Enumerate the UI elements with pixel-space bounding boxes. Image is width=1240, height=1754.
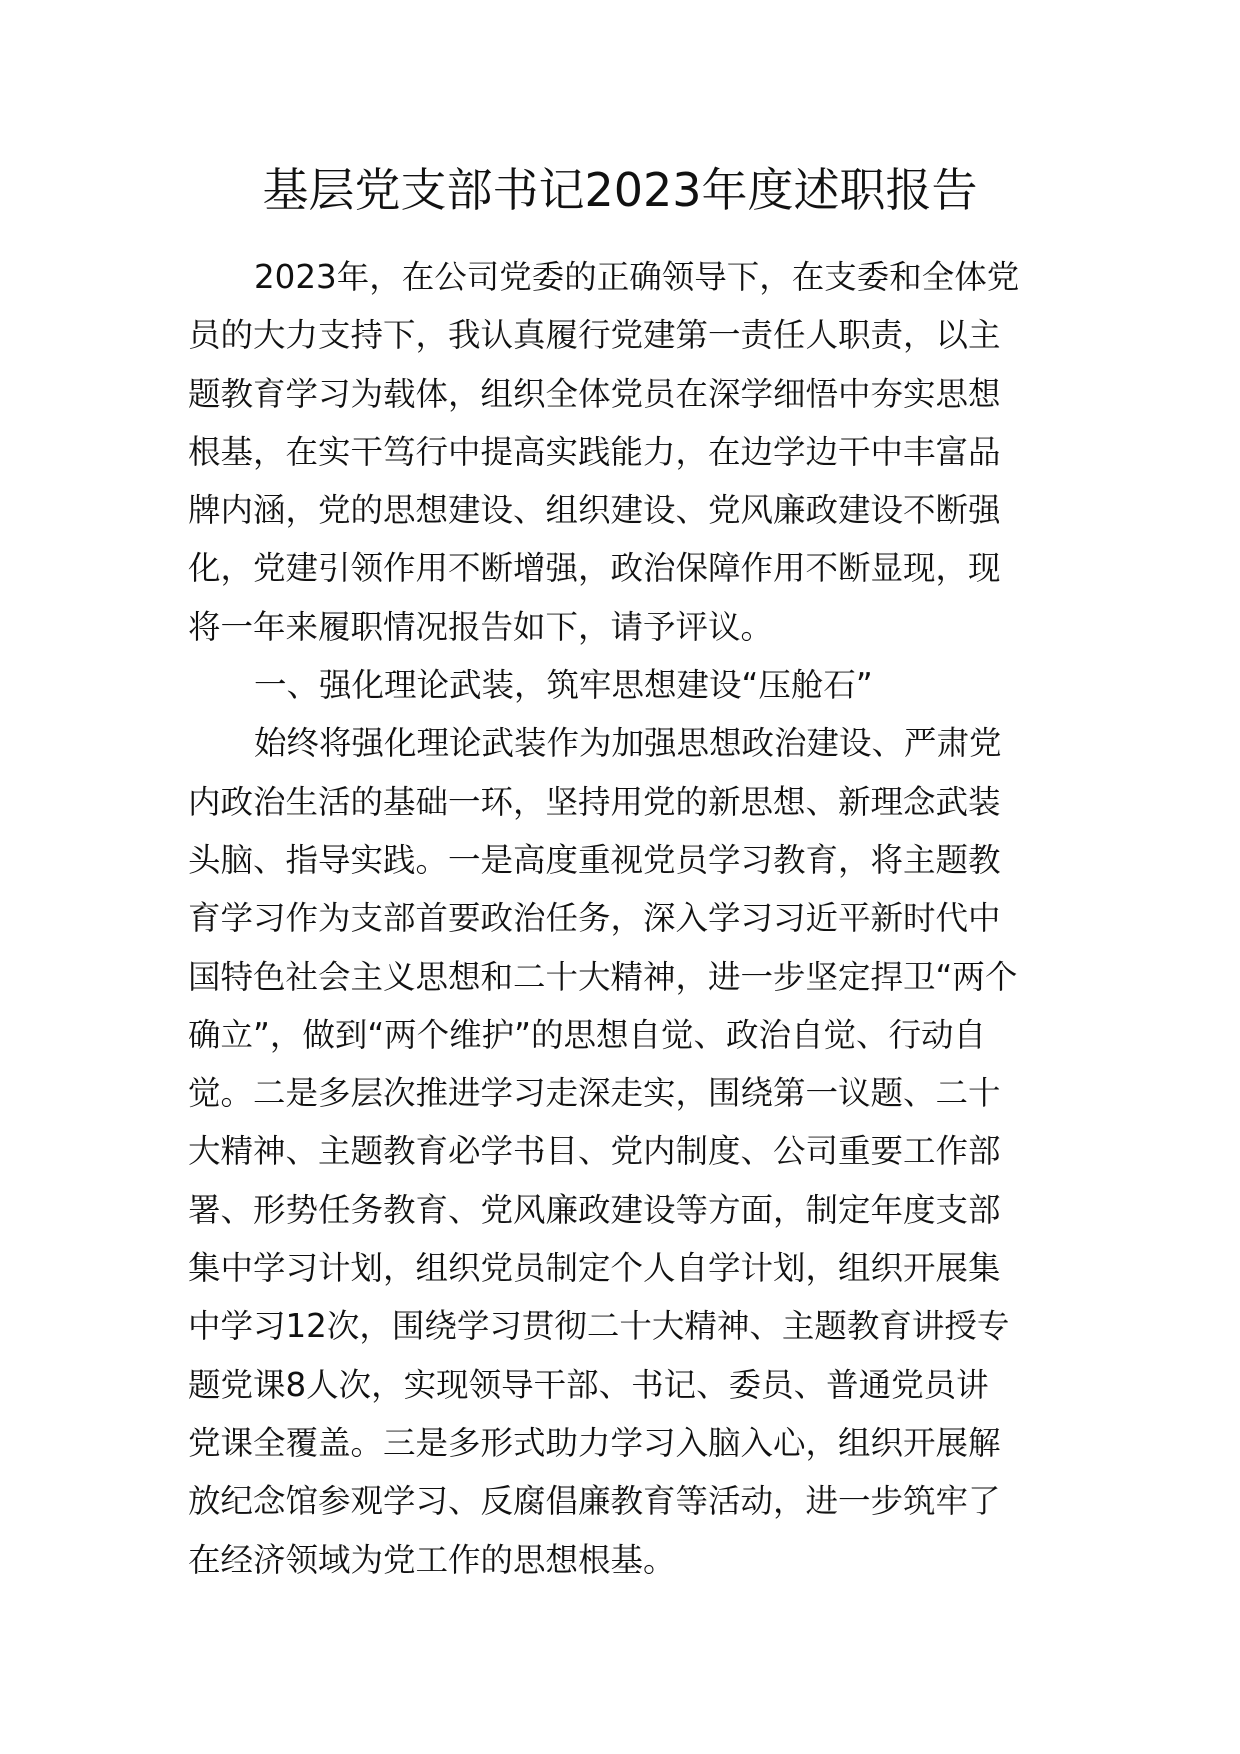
document-body	[188, 248, 1058, 1589]
text-line: 2023年，在公司党委的正确领导下，在支委和全体党	[254, 258, 1020, 296]
section-1-paragraph	[188, 714, 1058, 1588]
text-line: 化，党建引领作用不断增强，政治保障作用不断显现，现	[188, 549, 1001, 588]
text-line: 育学习作为支部首要政治任务，深入学习习近平新时代中	[188, 899, 1001, 938]
text-line: 员的大力支持下，我认真履行党建第一责任人职责，以主	[188, 316, 1001, 355]
section-heading-1: 一、强化理论武装，筑牢思想建设“压舱石”	[254, 666, 873, 705]
page-title: 基层党支部书记2023年度述职报告	[262, 163, 978, 217]
text-line: 将一年来履职情况报告如下，请予评议。	[188, 607, 774, 646]
text-line: 集中学习计划，组织党员制定个人自学计划，组织开展集	[188, 1249, 1001, 1288]
text-line: 在经济领域为党工作的思想根基。	[188, 1540, 676, 1579]
intro-paragraph	[188, 248, 1058, 656]
text-line: 放纪念馆参观学习、反腐倡廉教育等活动，进一步筑牢了	[188, 1482, 1001, 1521]
text-line: 头脑、指导实践。一是高度重视党员学习教育，将主题教	[188, 840, 1001, 879]
text-line: 题教育学习为载体，组织全体党员在深学细悟中夯实思想	[188, 374, 1001, 413]
text-line: 国特色社会主义思想和二十大精神，进一步坚定捍卫“两个	[188, 957, 1018, 996]
text-line: 根基，在实干笃行中提高实践能力，在边学边干中丰富品	[188, 432, 1001, 471]
text-line: 内政治生活的基础一环，坚持用党的新思想、新理念武装	[188, 782, 1001, 821]
text-line: 觉。二是多层次推进学习走深走实，围绕第一议题、二十	[188, 1074, 1001, 1113]
text-line: 中学习12次，围绕学习贯彻二十大精神、主题教育讲授专	[188, 1307, 1010, 1346]
text-line: 题党课8人次，实现领导干部、书记、委员、普通党员讲	[188, 1365, 989, 1404]
text-line: 大精神、主题教育必学书目、党内制度、公司重要工作部	[188, 1132, 1001, 1171]
text-line: 始终将强化理论武装作为加强思想政治建设、严肃党	[254, 724, 1002, 763]
text-line: 署、形势任务教育、党风廉政建设等方面，制定年度支部	[188, 1190, 1001, 1229]
text-line: 牌内涵，党的思想建设、组织建设、党风廉政建设不断强	[188, 491, 1001, 530]
text-line: 确立”，做到“两个维护”的思想自觉、政治自觉、行动自	[188, 1015, 987, 1054]
text-line: 党课全覆盖。三是多形式助力学习入脑入心，组织开展解	[188, 1423, 1001, 1462]
